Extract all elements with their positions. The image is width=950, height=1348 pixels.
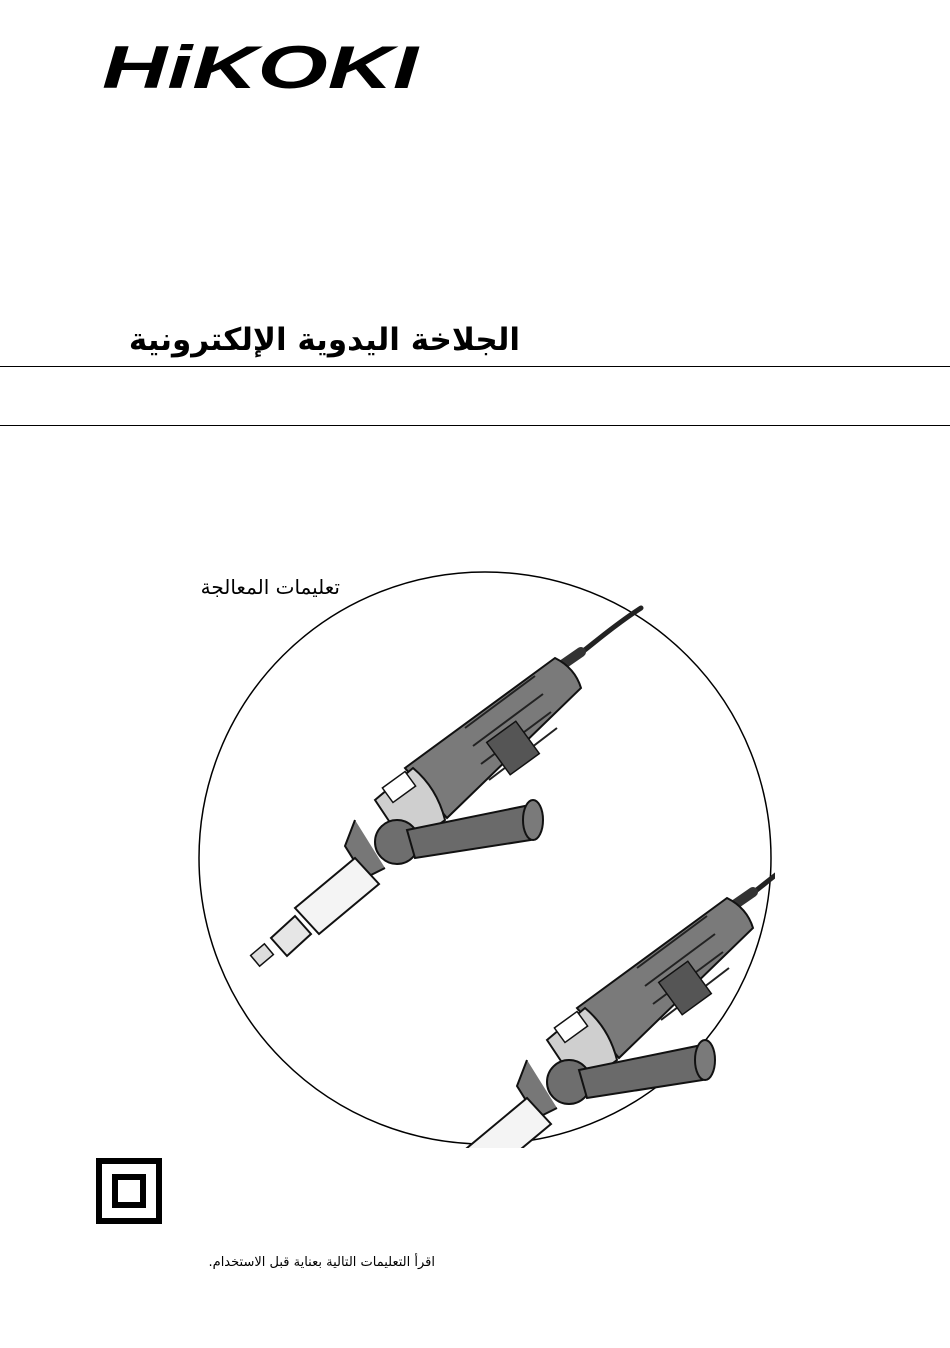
die-grinder-illustration: [195, 568, 775, 1148]
brand-logo-text: HiKOKI: [102, 38, 421, 94]
safety-note: اقرأ التعليمات التالية بعناية قبل الاستخدام.: [208, 1255, 435, 1270]
divider-bottom: [0, 425, 950, 426]
hikoki-logo: [102, 38, 422, 94]
document-subtitle: تعليمات المعالجة: [150, 572, 340, 602]
divider-top: [0, 366, 950, 367]
document-title: الجلاخة اليدوية الإلكترونية: [128, 322, 520, 358]
double-insulation-icon: [96, 1158, 162, 1224]
